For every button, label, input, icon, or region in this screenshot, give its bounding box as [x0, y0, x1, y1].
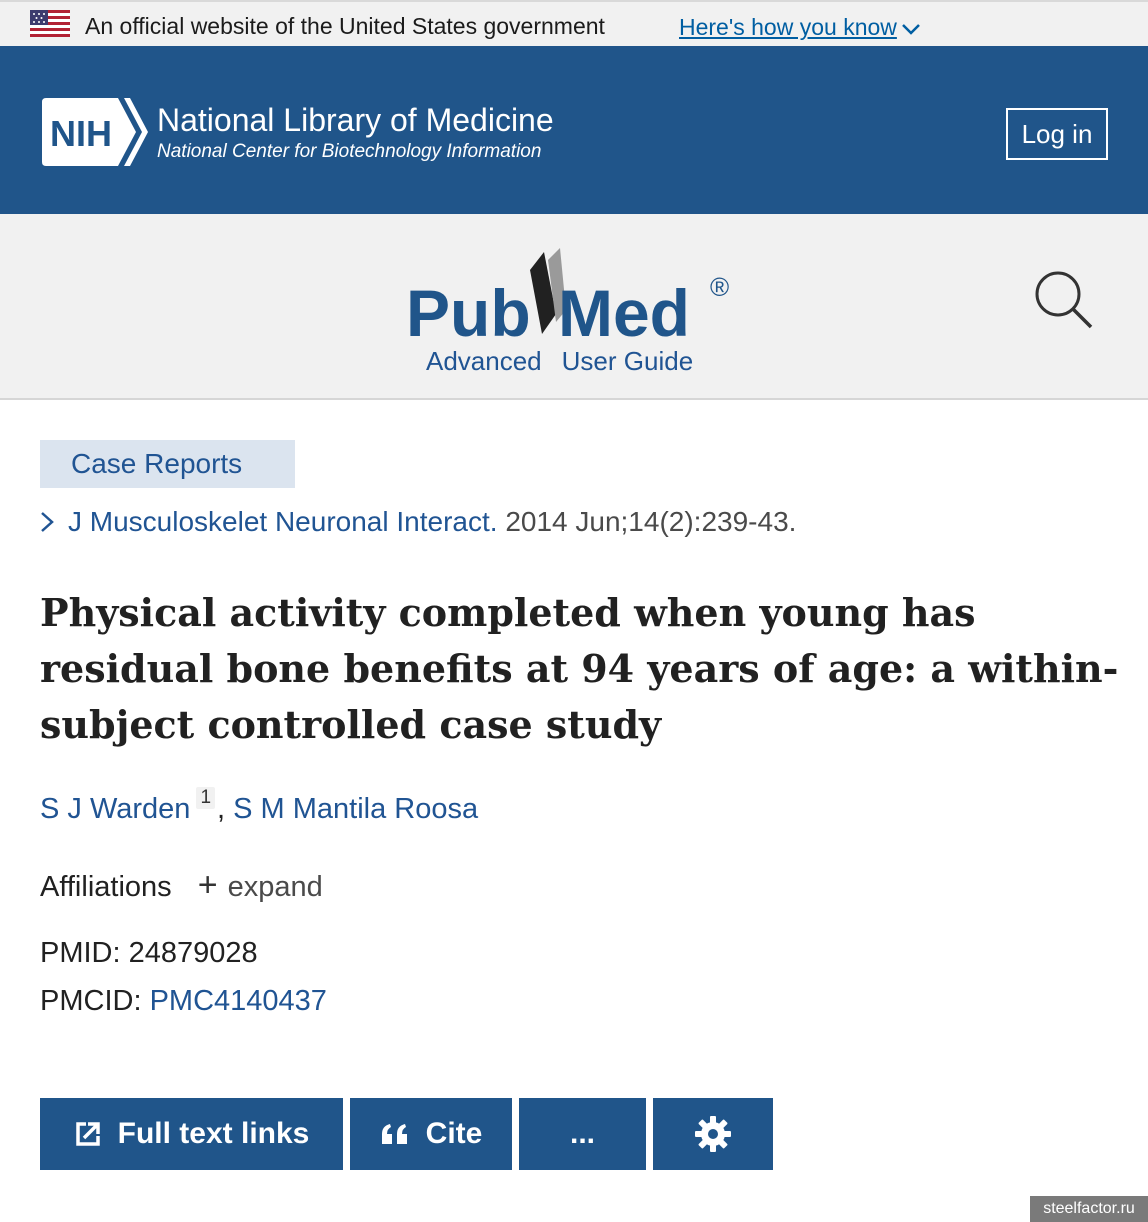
article-title: Physical activity completed when young has residual bone benefits at 94 years of age: a within-subject controlled case study [40, 590, 1119, 747]
publication-type-badge: Case Reports [40, 440, 295, 488]
journal-citation [40, 506, 796, 538]
pubmed-header [0, 214, 1148, 400]
pubmed-logo[interactable] [404, 230, 744, 340]
full-text-links-button[interactable] [40, 1098, 343, 1170]
settings-button[interactable] [653, 1098, 773, 1170]
affiliation-ref[interactable]: 1 [196, 787, 215, 809]
gear-icon [693, 1114, 733, 1154]
registered-mark: ® [710, 272, 730, 302]
author-link[interactable]: S J Warden [40, 793, 191, 825]
cite-label: Cite [425, 1117, 483, 1150]
full-text-links-label: Full text links [117, 1117, 310, 1150]
more-actions-button[interactable]: ... [519, 1098, 646, 1170]
nih-logo[interactable] [42, 98, 148, 166]
expand-label: expand [227, 871, 323, 903]
nih-title[interactable]: National Library of Medicine [157, 102, 554, 138]
pmcid-label: PMCID: [40, 985, 142, 1017]
pubmed-links [426, 346, 693, 377]
watermark: steelfactor.ru [1030, 1196, 1148, 1222]
author-separator: , [217, 793, 226, 825]
author-link[interactable]: S M Mantila Roosa [233, 793, 479, 825]
nih-header [0, 46, 1148, 214]
citation-text: 2014 Jun;14(2):239-43. [505, 506, 797, 537]
affiliations [40, 866, 323, 905]
pubmed-logo-med: Med [558, 276, 690, 340]
external-link-icon [74, 1120, 102, 1148]
authors-list [40, 787, 479, 826]
journal-link[interactable]: J Musculoskelet Neuronal Interact. [68, 506, 498, 537]
pubmed-logo-pub: Pub [406, 276, 531, 340]
us-flag-icon [30, 10, 70, 37]
gov-banner-text: An official website of the United States government [85, 13, 605, 39]
heres-how-you-know-link[interactable] [679, 14, 921, 41]
pmid-label: PMID: [40, 937, 121, 969]
affiliations-label: Affiliations [40, 871, 172, 903]
cite-button[interactable] [350, 1098, 512, 1170]
quote-icon [380, 1122, 410, 1146]
advanced-search-link[interactable]: Advanced [426, 346, 542, 376]
chevron-down-icon [901, 22, 921, 36]
pmid-value: 24879028 [128, 937, 258, 969]
login-button[interactable]: Log in [1006, 108, 1108, 160]
heres-how-you-know-label: Here's how you know [679, 14, 897, 40]
user-guide-link[interactable]: User Guide [561, 346, 694, 376]
pmcid [40, 985, 327, 1018]
chevron-right-icon[interactable] [40, 511, 54, 533]
pmcid-link[interactable]: PMC4140437 [149, 985, 327, 1017]
search-icon[interactable] [1032, 268, 1096, 332]
gov-banner [0, 0, 1148, 46]
expand-affiliations-button[interactable] [197, 866, 323, 904]
pmid [40, 937, 258, 970]
plus-icon: + [197, 866, 218, 904]
nih-subtitle: National Center for Biotechnology Information [157, 141, 542, 162]
nih-logo-text: NIH [50, 113, 112, 154]
